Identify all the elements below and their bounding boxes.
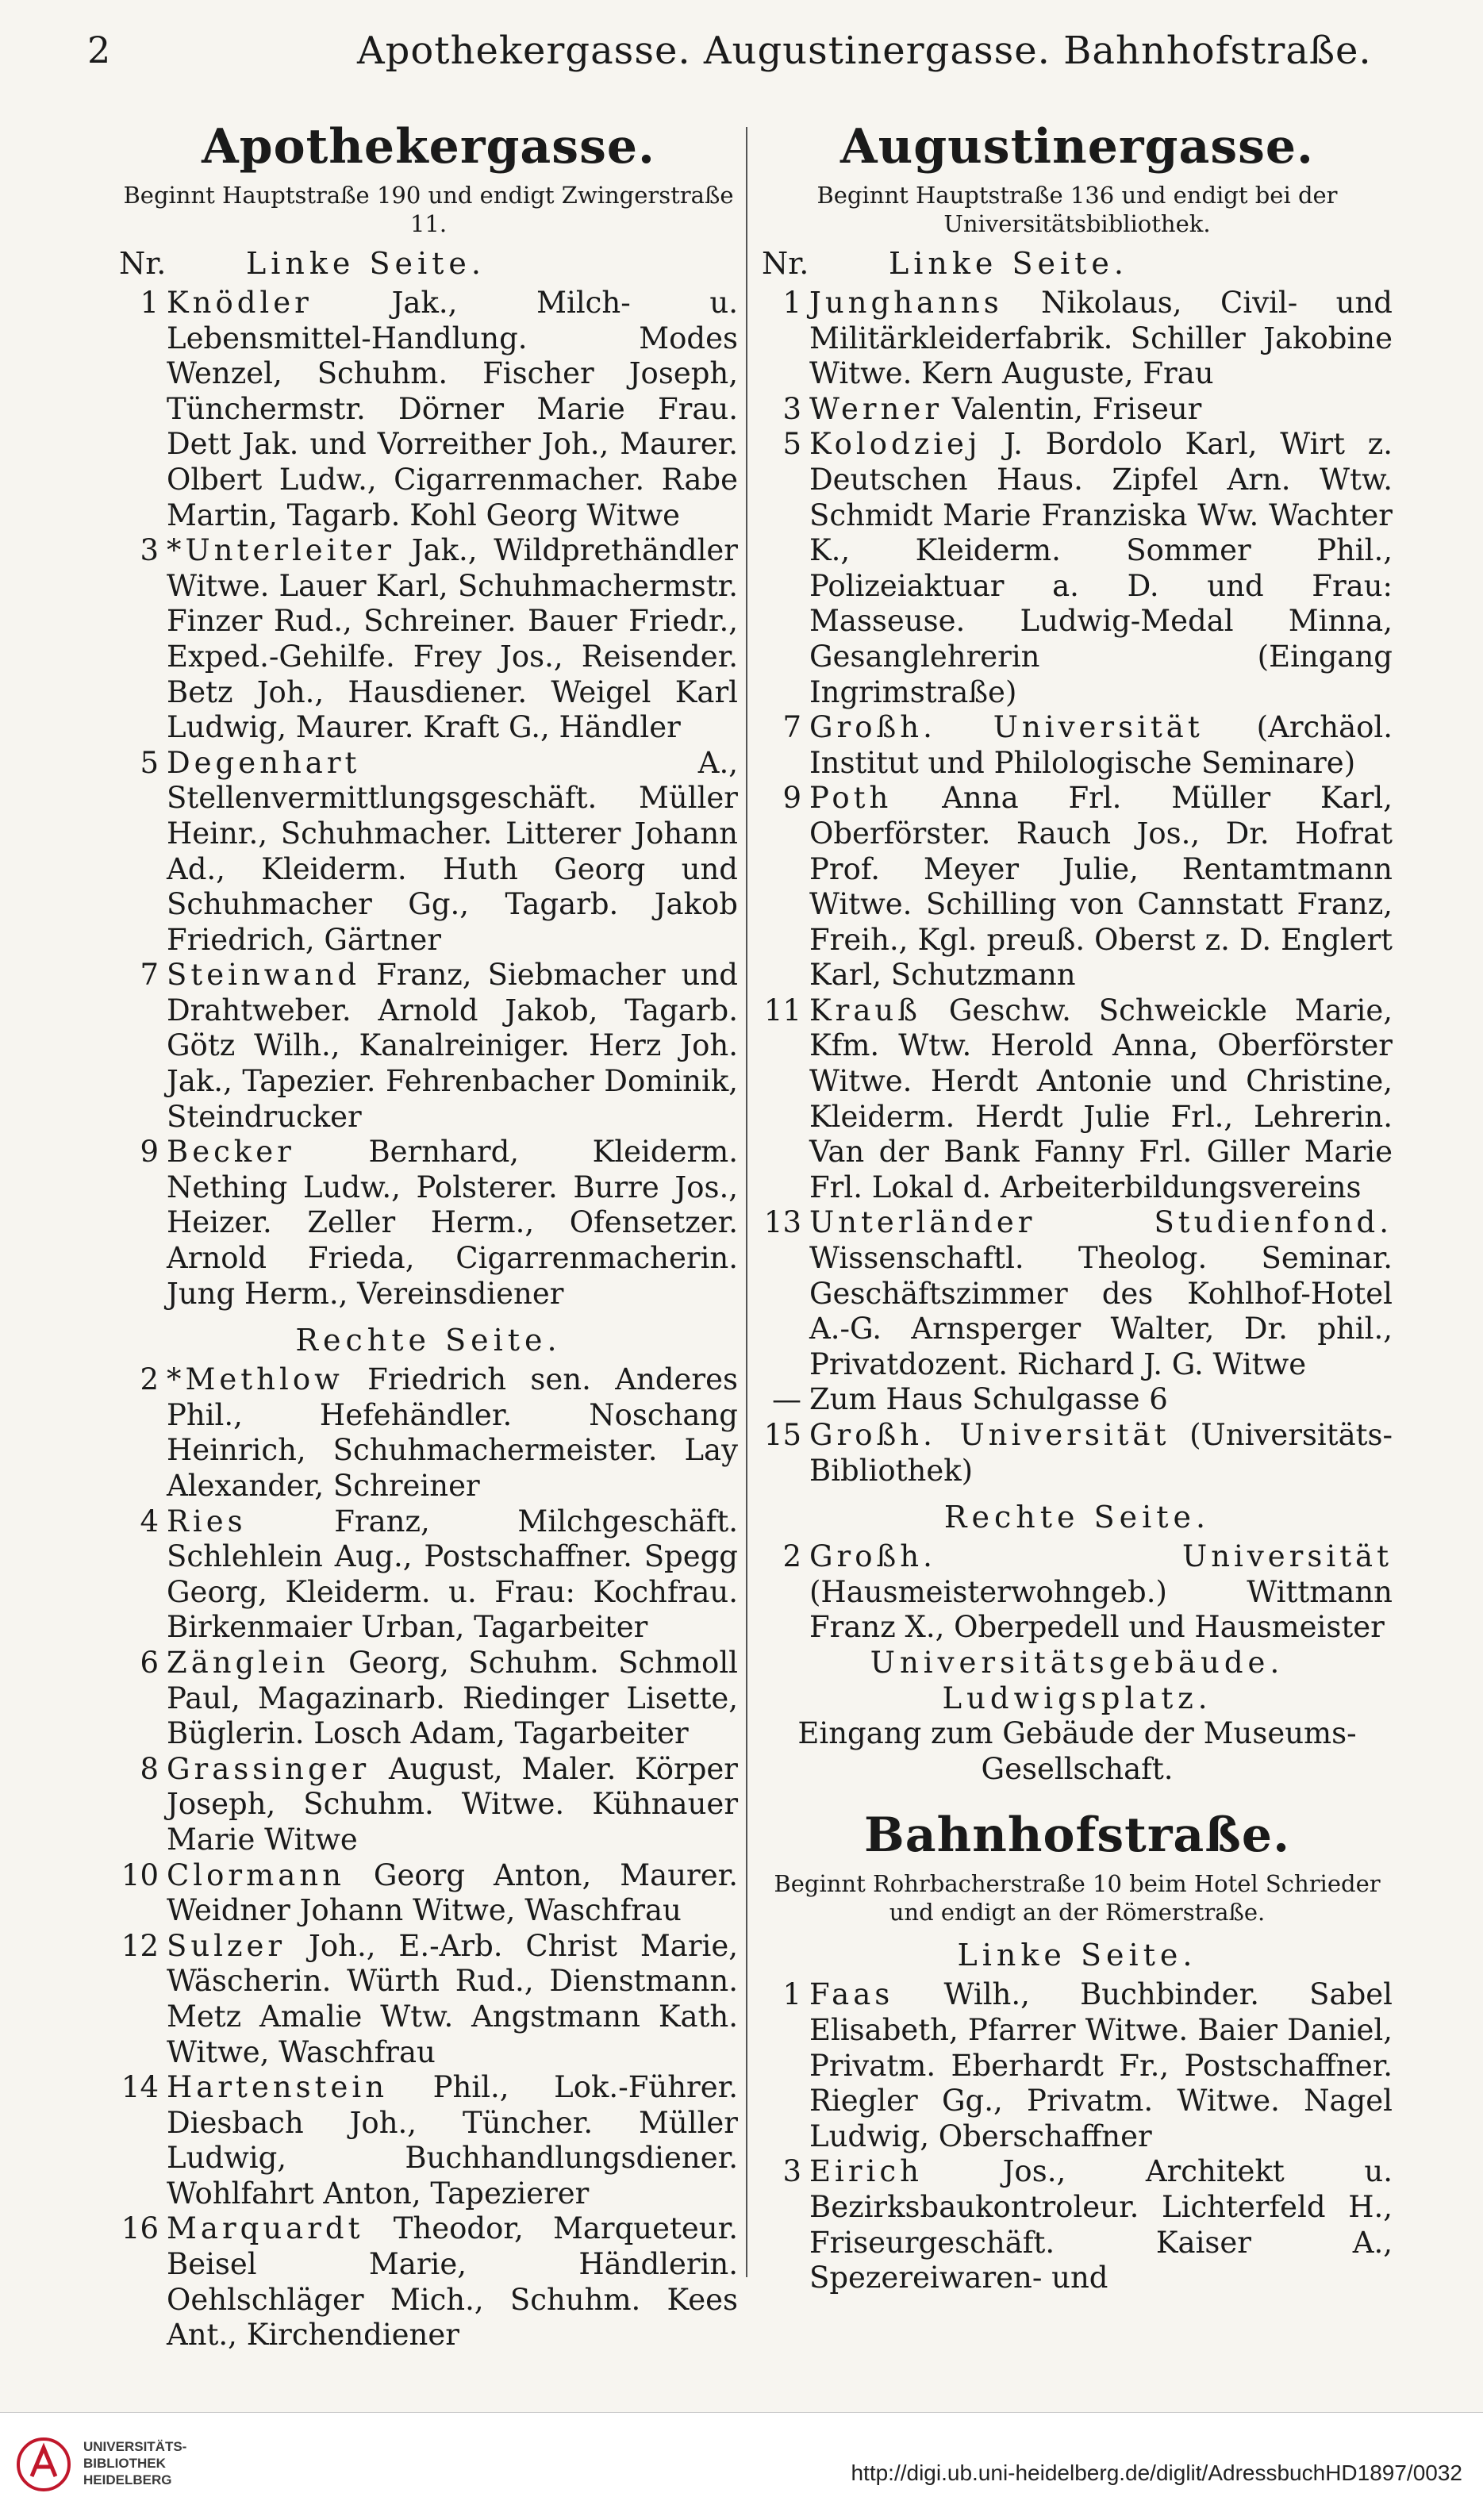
ludwigsplatz-label: Ludwigsplatz. bbox=[942, 1681, 1212, 1715]
address-entry bbox=[119, 1646, 738, 1752]
address-entry bbox=[762, 993, 1393, 1206]
left-column bbox=[119, 119, 738, 2353]
entry-list bbox=[762, 1539, 1393, 1646]
resident-text: A., Stellenvermittlungsgeschäft. Müller Heinr., Schuhmacher. Litterer Johann Ad., Kleiderm. Huth Georg und Schuhmacher Gg., Tagarb. Jakob Friedrich, Gärtner bbox=[167, 745, 738, 957]
house-number: 3 bbox=[782, 391, 801, 426]
resident-text: Georg Anton, Maurer. Weidner Johann Witwe, Waschfrau bbox=[167, 1857, 738, 1928]
first-resident-name: Marquardt bbox=[167, 2211, 364, 2246]
first-resident-name: Ries bbox=[167, 1504, 247, 1539]
house-number: 3 bbox=[782, 2154, 801, 2189]
address-entry bbox=[762, 1977, 1393, 2154]
first-resident-name: Hartenstein bbox=[167, 2070, 389, 2105]
address-entry bbox=[762, 1418, 1393, 1489]
address-entry bbox=[762, 2154, 1393, 2295]
resident-text: J. Bordolo Karl, Wirt z. Deutschen Haus. Zipfel Arn. Wtw. Schmidt Marie Franziska Ww. Wachter K., Kleiderm. Sommer Phil., Polizeiaktuar a. D. und Frau: Masseuse. Ludwig-Medal Minna, Gesanglehrerin (Eingang Ingrimstraße) bbox=[809, 427, 1393, 709]
address-entry bbox=[762, 1539, 1393, 1646]
entry-list bbox=[119, 1362, 738, 2353]
house-number: 2 bbox=[782, 1539, 801, 1574]
house-number: 11 bbox=[763, 993, 801, 1028]
library-name-line: UNIVERSITÄTS- bbox=[83, 2439, 187, 2454]
resident-text: Jak., Wildprethändler Witwe. Lauer Karl, Schuhmachermstr. Finzer Rud., Schreiner. Bauer Friedr., Exped.-Gehilfe. Frey Jos., Reisender. Betz Joh., Hausdiener. Weigel Karl Ludwig, Maurer. Kraft G., Händler bbox=[167, 533, 738, 745]
street-description bbox=[762, 1869, 1393, 1926]
address-entry bbox=[119, 1929, 738, 2070]
resident-text: Jos., Architekt u. Bezirksbaukontroleur. Lichterfeld H., Friseurgeschäft. Kaiser A., Spezereiwaren- und bbox=[809, 2154, 1393, 2295]
description-line: Beginnt Hauptstraße 136 und endigt bei der bbox=[816, 182, 1338, 209]
first-resident-name: Degenhart bbox=[167, 745, 361, 780]
source-url-link[interactable]: http://digi.ub.uni-heidelberg.de/diglit/AdressbuchHD1897/0032 bbox=[851, 2460, 1462, 2485]
resident-text: Zum Haus Schulgasse 6 bbox=[809, 1382, 1168, 1417]
house-number: 16 bbox=[121, 2211, 159, 2246]
first-resident-name: Werner bbox=[809, 391, 943, 426]
house-number: 4 bbox=[140, 1504, 159, 1539]
house-number: 2 bbox=[140, 1362, 159, 1397]
house-number: — bbox=[772, 1382, 801, 1417]
side-heading-left: Linke Seite. bbox=[957, 1938, 1197, 1973]
resident-text: Jak., Milch- u. Lebensmittel-Handlung. Modes Wenzel, Schuhm. Fischer Joseph, Tünchermstr. Dörner Marie Frau. Dett Jak. und Vorreither Joh., Maurer. Olbert Ludw., Cigarrenmacher. Rabe Martin, Tagarb. Kohl Georg Witwe bbox=[167, 286, 738, 532]
first-resident-name: Knödler bbox=[167, 286, 313, 320]
resident-text: (Universitäts-Bibliothek) bbox=[809, 1418, 1393, 1488]
house-number: 6 bbox=[140, 1645, 159, 1680]
first-resident-name: Steinwand bbox=[167, 958, 361, 993]
address-entry bbox=[762, 286, 1393, 392]
first-resident-name: *Methlow bbox=[167, 1362, 344, 1397]
house-number: 3 bbox=[140, 533, 159, 568]
house-number: 7 bbox=[140, 958, 159, 993]
address-entry bbox=[762, 392, 1393, 428]
resident-text: Phil., Lok.-Führer. Diesbach Joh., Tüncher. Müller Ludwig, Buchhandlungsdiener. Wohlfahrt Anton, Tapezierer bbox=[167, 2070, 738, 2211]
address-entry bbox=[762, 1382, 1393, 1418]
resident-text: Friedrich sen. Anderes Phil., Hefehändler. Noschang Heinrich, Schuhmachermeister. Lay Alexander, Schreiner bbox=[167, 1362, 738, 1503]
street-title-bahnhofstrasse: Bahnhofstraße. bbox=[864, 1807, 1290, 1864]
first-resident-name: Faas bbox=[809, 1977, 894, 2012]
header-title: Apothekergasse. Augustinergasse. Bahnhofstraße. bbox=[357, 29, 1372, 73]
house-number: 1 bbox=[782, 1977, 801, 2012]
address-entry bbox=[119, 1752, 738, 1858]
resident-text: Geschw. Schweickle Marie, Kfm. Wtw. Herold Anna, Oberförster Witwe. Herdt Antonie und Christine, Kleiderm. Herdt Julie Frl., Lehrerin. Van der Bank Fanny Frl. Giller Marie Frl. Lokal d. Arbeiterbildungsvereins bbox=[809, 993, 1393, 1204]
house-number: 5 bbox=[140, 745, 159, 780]
first-resident-name: Kolodziej bbox=[809, 427, 982, 462]
first-resident-name: Junghanns bbox=[809, 286, 1003, 320]
nr-label: Nr. bbox=[762, 246, 809, 281]
entry-list bbox=[762, 1977, 1393, 2295]
entry-list bbox=[119, 286, 738, 1312]
entry-list bbox=[762, 286, 1393, 1489]
nr-label: Nr. bbox=[119, 246, 167, 281]
address-entry bbox=[119, 286, 738, 533]
address-entry bbox=[119, 1858, 738, 1929]
page-number: 2 bbox=[87, 29, 111, 71]
resident-text: (Archäol. Institut und Philologische Seminare) bbox=[809, 710, 1393, 780]
right-column bbox=[762, 119, 1393, 2296]
first-resident-name: Becker bbox=[167, 1135, 295, 1170]
address-entry bbox=[119, 1504, 738, 1646]
side-heading-right: Rechte Seite. bbox=[943, 1500, 1211, 1535]
house-number: 10 bbox=[121, 1857, 159, 1892]
university-building-label: Universitätsgebäude. bbox=[870, 1645, 1285, 1680]
first-resident-name: Poth bbox=[809, 781, 893, 816]
address-entry bbox=[762, 710, 1393, 781]
first-resident-name: Eirich bbox=[809, 2154, 923, 2189]
street-title-augustinergasse: Augustinergasse. bbox=[840, 119, 1314, 175]
side-heading-right: Rechte Seite. bbox=[295, 1323, 562, 1358]
resident-text: Wilh., Buchbinder. Sabel Elisabeth, Pfarrer Witwe. Baier Daniel, Privatm. Eberhardt Fr., Postschaffner. Riegler Gg., Privatm. Witwe. Nagel Ludwig, Oberschaffner bbox=[809, 1977, 1393, 2153]
side-label: Linke Seite. bbox=[246, 246, 486, 281]
house-number: 5 bbox=[782, 427, 801, 462]
footer-bar bbox=[0, 2412, 1483, 2520]
address-entry bbox=[119, 746, 738, 958]
house-number: 9 bbox=[140, 1135, 159, 1170]
resident-text: Nikolaus, Civil- und Militärkleiderfabrik. Schiller Jakobine Witwe. Kern Auguste, Frau bbox=[809, 286, 1393, 391]
first-resident-name: Großh. Universität bbox=[809, 710, 1204, 745]
library-name-line: HEIDELBERG bbox=[83, 2472, 172, 2487]
resident-text: Bernhard, Kleiderm. Nething Ludw., Polsterer. Burre Jos., Heizer. Zeller Herm., Ofensetzer. Arnold Frieda, Cigarrenmacherin. Jung Herm., Vereinsdiener bbox=[167, 1135, 738, 1311]
house-number: 1 bbox=[140, 286, 159, 320]
house-number: 14 bbox=[121, 2070, 159, 2105]
first-resident-name: Clormann bbox=[167, 1857, 345, 1892]
address-entry bbox=[119, 2211, 738, 2353]
museum-entrance-line: Eingang zum Gebäude der Museums- bbox=[797, 1716, 1357, 1751]
first-resident-name: Unterländer Studienfond. bbox=[809, 1205, 1393, 1240]
house-number: 8 bbox=[140, 1751, 159, 1786]
street-title-apothekergasse: Apothekergasse. bbox=[202, 119, 655, 175]
address-entry bbox=[119, 1135, 738, 1312]
museum-entrance-line: Gesellschaft. bbox=[981, 1751, 1174, 1786]
house-number: 7 bbox=[782, 710, 801, 745]
house-number: 13 bbox=[763, 1205, 801, 1240]
resident-text: August, Maler. Körper Joseph, Schuhm. Witwe. Kühnauer Marie Witwe bbox=[167, 1751, 738, 1857]
resident-text: Georg, Schuhm. Schmoll Paul, Magazinarb. Riedinger Lisette, Büglerin. Losch Adam, Tagarbeiter bbox=[167, 1645, 738, 1751]
resident-text: (Hausmeisterwohngeb.) Wittmann Franz X., Oberpedell und Hausmeister bbox=[809, 1574, 1393, 1645]
first-resident-name: Grassinger bbox=[167, 1751, 371, 1786]
first-resident-name: Großh. Universität bbox=[809, 1418, 1170, 1452]
street-description bbox=[762, 181, 1393, 238]
description-line: Universitätsbibliothek. bbox=[943, 210, 1211, 237]
university-library-logo-icon bbox=[16, 2437, 71, 2492]
house-number: 15 bbox=[763, 1418, 801, 1452]
address-entry bbox=[119, 533, 738, 746]
library-name bbox=[83, 2438, 186, 2488]
first-resident-name: Sulzer bbox=[167, 1928, 286, 1963]
resident-text: Franz, Siebmacher und Drahtweber. Arnold Jakob, Tagarb. Götz Wilh., Kanalreiniger. Herz Joh. Jak., Tapezier. Fehrenbacher Dominik, Steindrucker bbox=[167, 958, 738, 1134]
side-heading-left bbox=[762, 246, 1393, 281]
description-line: Beginnt Rohrbacherstraße 10 beim Hotel Schrieder bbox=[774, 1870, 1381, 1898]
house-number: 1 bbox=[782, 286, 801, 320]
first-resident-name: Zänglein bbox=[167, 1645, 329, 1680]
address-entry bbox=[119, 1362, 738, 1504]
address-entry bbox=[762, 1205, 1393, 1382]
house-number: 9 bbox=[782, 781, 801, 816]
running-header bbox=[87, 22, 1420, 78]
house-number: 12 bbox=[121, 1928, 159, 1963]
address-entry bbox=[119, 2070, 738, 2211]
address-entry bbox=[119, 958, 738, 1135]
resident-text: Wissenschaftl. Theolog. Seminar. Geschäftszimmer des Kohlhof-Hotel A.-G. Arnsperger Walter, Dr. phil., Privatdozent. Richard J. G. Witwe bbox=[809, 1241, 1393, 1381]
description-line: und endigt an der Römerstraße. bbox=[889, 1899, 1266, 1926]
side-label: Linke Seite. bbox=[889, 246, 1128, 281]
resident-text: Theodor, Marqueteur. Beisel Marie, Händlerin. Oehlschläger Mich., Schuhm. Kees Ant., Kirchendiener bbox=[167, 2211, 738, 2353]
resident-text: Anna Frl. Müller Karl, Oberförster. Rauch Jos., Dr. Hofrat Prof. Meyer Julie, Rentamtmann Witwe. Schilling von Cannstatt Franz, Freih., Kgl. preuß. Oberst z. D. Englert Karl, Schutzmann bbox=[809, 781, 1393, 993]
first-resident-name: Großh. Universität bbox=[809, 1539, 1393, 1574]
address-entry bbox=[762, 427, 1393, 710]
resident-text: Joh., E.-Arb. Christ Marie, Wäscherin. Würth Rud., Dienstmann. Metz Amalie Wtw. Angstmann Kath. Witwe, Waschfrau bbox=[167, 1928, 738, 2069]
address-entry bbox=[762, 781, 1393, 993]
library-name-line: BIBLIOTHEK bbox=[83, 2456, 166, 2471]
first-resident-name: *Unterleiter bbox=[167, 533, 395, 568]
resident-text: Franz, Milchgeschäft. Schlehlein Aug., Postschaffner. Spegg Georg, Kleiderm. u. Frau: Kochfrau. Birkenmaier Urban, Tagarbeiter bbox=[167, 1504, 738, 1645]
street-description: Beginnt Hauptstraße 190 und endigt Zwingerstraße 11. bbox=[123, 182, 734, 237]
first-resident-name: Krauß bbox=[809, 993, 921, 1028]
side-heading-left bbox=[119, 246, 738, 281]
resident-text: Valentin, Friseur bbox=[951, 391, 1202, 426]
